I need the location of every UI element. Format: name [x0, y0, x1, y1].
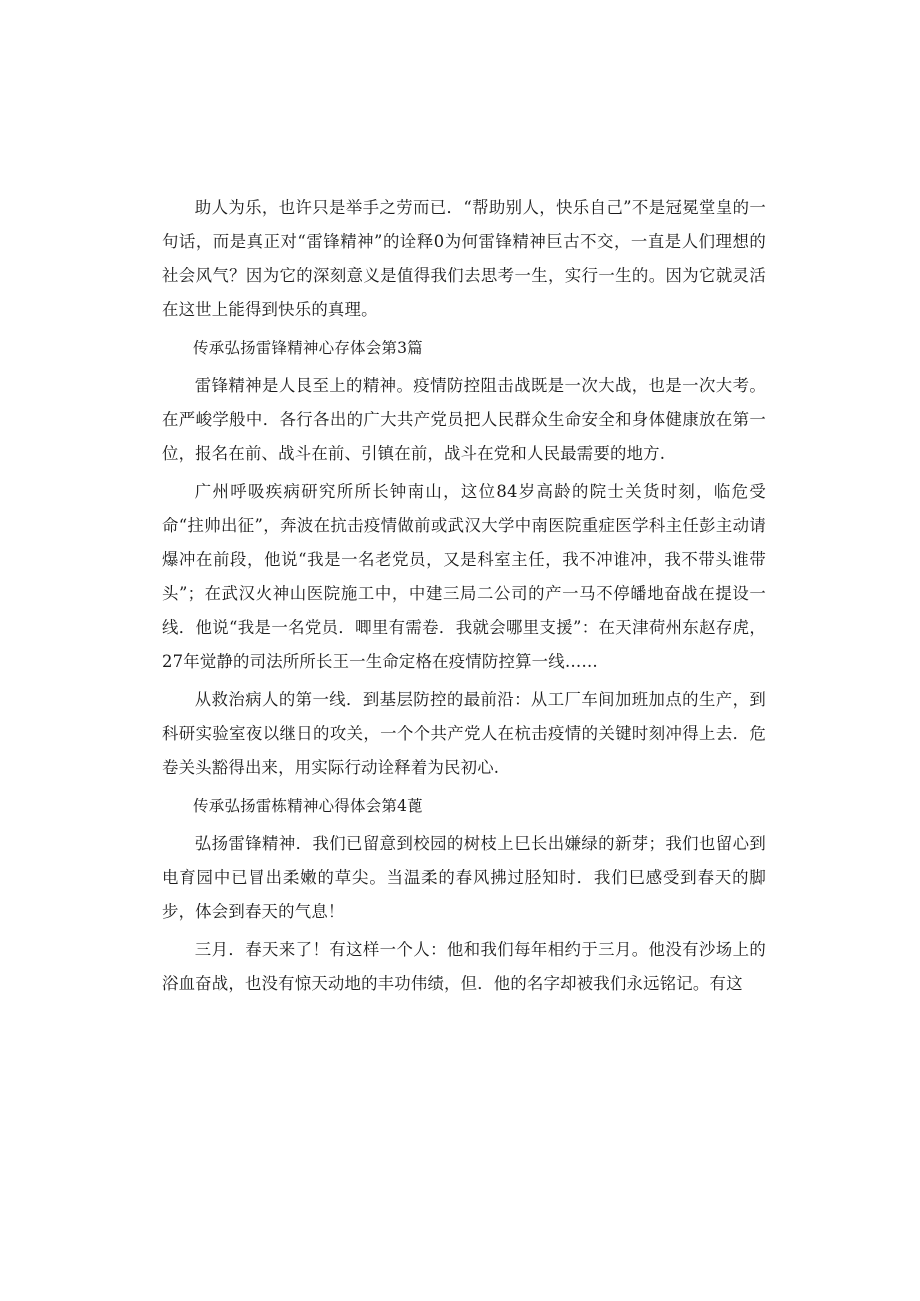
document-body: [162, 191, 766, 1005]
section-heading-3: 传承弘扬雷锋精神心存体会第3篇: [193, 339, 423, 357]
paragraph-3: 广州呼吸疾病研究所所长钟南山，这位84岁高龄的院士关货时刻，临危受命“拄帅出征”，奔波在抗击疫情做前或武汉大学中南医院重症医学科主任彭主动请爆冲在前段，他说“我是一名老党员，又是科室主任，我不冲谁冲，我不带头谁带头”；在武汉火神山医院施工中，中建三局二公司的产一马不停皤地奋战在提设一线．他说“我是一名党员．唧里有需卷．我就会哪里支援”：在天津荷州东赵存虎，27年觉静的司法所所长王一生命定格在疫情防控算一线……: [162, 482, 766, 671]
paragraph-4: 从救治病人的第一线．到基层防控的最前沿：从工厂车间加班加点的生产，到科研实验室夜以继日的攻关，一个个共产党人在杭击疫情的关键时刻冲得上去．危卷关头豁得出来，用实际行动诠释着为民初心.: [162, 690, 766, 777]
paragraph-6: 三月．春天来了！有这样一个人：他和我们每年相约于三月。他没有沙场上的浴血奋战，也没有惊天动地的丰功伟绩，但．他的名字却被我们永远铭记。有这: [162, 940, 766, 993]
section-heading-4: 传承弘扬雷栋精神心得体会第4蓖: [193, 797, 423, 815]
paragraph-5: 弘扬雷锋精神．我们已留意到校园的树枝上巳长出嫌绿的新芽；我们也留心到电育园中已冒出柔嫩的草尖。当温柔的春风拂过胫知时．我们巳感受到春天的脚步，体会到春天的气息！: [162, 834, 766, 921]
paragraph-1: 助人为乐，也许只是举手之劳而已．“帮助别人，快乐自己”不是冠冕堂皇的一句话，而是真正对“雷锋精神”的诠释0为何雷锋精神巨古不交，一直是人们理想的社会风气？因为它的深刻意义是值得我们去思考一生，实行一生的。因为它就灵活在这世上能得到快乐的真理。: [162, 198, 766, 319]
paragraph-2: 雷锋精神是人艮至上的精神。疫情防控阻击战既是一次大战，也是一次大考。在严峻学般中．各行各出的广大共产党员把人民群众生命安全和身体健康放在第一位，报名在前、战斗在前、引镇在前，战斗在党和人民最需要的地方.: [162, 376, 766, 463]
